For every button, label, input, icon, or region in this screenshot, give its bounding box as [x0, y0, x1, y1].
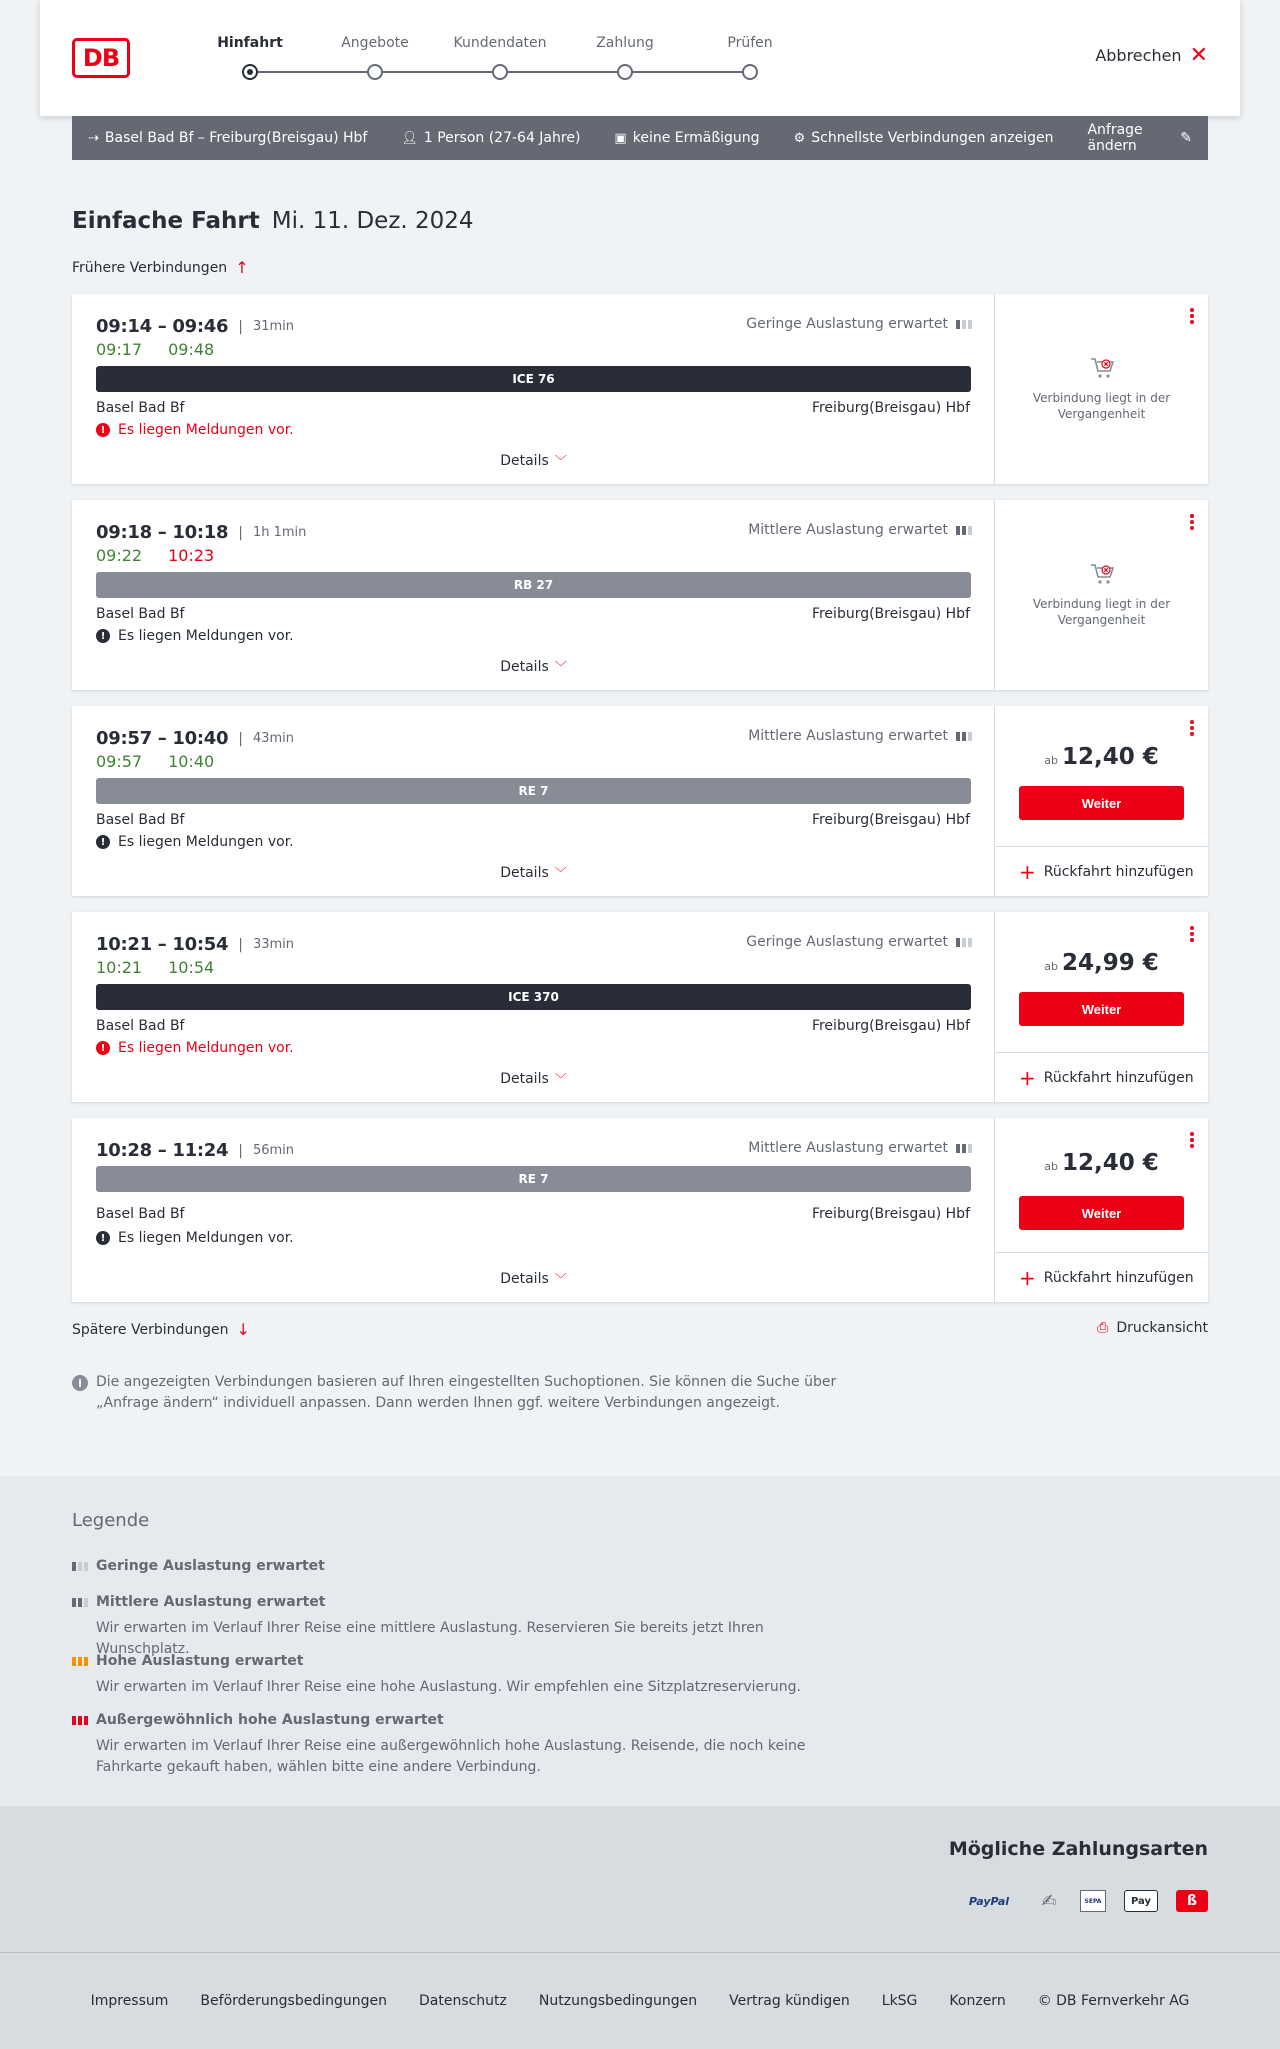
duration: 1h 1min [252, 525, 307, 540]
step-dot [617, 64, 633, 80]
destination-station: Freiburg(Breisgau) Hbf [811, 606, 970, 622]
origin-station: Basel Bad Bf [96, 400, 185, 416]
card-icon: ▣ [614, 130, 627, 146]
continue-button[interactable]: Weiter [1019, 1196, 1184, 1230]
occupancy: Mittlere Auslastung erwartet [748, 522, 972, 538]
occupancy-very-high-icon [72, 1716, 88, 1725]
message-notice[interactable]: ! Es liegen Meldungen vor. [96, 834, 294, 850]
booking-stepper: Hinfahrt Angebote Kundendaten Zahlung Prüfen [180, 0, 690, 116]
paypal-icon: PayPal [968, 1894, 1010, 1908]
alert-icon: ! [96, 1231, 110, 1245]
filter-icon: ⚙︎ [793, 130, 806, 146]
cart-unavailable-icon [1089, 356, 1115, 380]
footer-link-datenschutz[interactable]: Datenschutz [418, 1993, 507, 2009]
occupancy-high-icon [72, 1657, 88, 1666]
train-bar[interactable]: ICE 370 [96, 984, 971, 1010]
more-options-icon[interactable] [1190, 514, 1194, 530]
origin-station: Basel Bad Bf [96, 606, 185, 622]
plus-icon: + [1019, 859, 1036, 884]
duration: 43min [252, 731, 295, 746]
occupancy-low-icon [956, 320, 972, 329]
pencil-icon: ✎ [1180, 130, 1192, 146]
edit-request-button[interactable]: Anfrage ändern ✎ [1087, 122, 1192, 154]
person-icon: 👤︎ [401, 130, 418, 146]
planned-times: 10:21 – 10:54 [96, 934, 229, 955]
past-connection-notice: Verbindung liegt in der Vergangenheit [995, 562, 1208, 628]
legend-item-low: Geringe Auslastung erwartet [72, 1558, 852, 1574]
chevron-down-icon: ﹀ [554, 660, 567, 674]
planned-times: 09:14 – 09:46 [96, 316, 229, 337]
occupancy-medium-icon [956, 526, 972, 535]
step-dot [492, 64, 508, 80]
details-toggle[interactable]: Details ﹀ [500, 659, 567, 675]
footer-copyright: © DB Fernverkehr AG [1037, 1993, 1190, 2009]
occupancy-low-icon [72, 1562, 88, 1571]
legend-item-high: Hohe Auslastung erwartet Wir erwarten im Verlauf Ihrer Reise eine hohe Auslastung. Wir empfehlen eine Sitzplatzreservierung. [72, 1653, 852, 1698]
occupancy: Geringe Auslastung erwartet [746, 316, 972, 332]
train-bar[interactable]: RE 7 [96, 778, 971, 804]
db-logo[interactable]: DB [72, 38, 130, 78]
chevron-down-icon: ﹀ [554, 454, 567, 468]
message-notice[interactable]: ! Es liegen Meldungen vor. [96, 422, 294, 438]
details-toggle[interactable]: Details ﹀ [500, 453, 567, 469]
footer-link-lksg[interactable]: LkSG [881, 1993, 918, 2009]
planned-times: 09:18 – 10:18 [96, 522, 229, 543]
travel-date: Mi. 11. Dez. 2024 [271, 208, 474, 234]
occupancy: Mittlere Auslastung erwartet [748, 728, 972, 744]
connection-card [72, 912, 1208, 1102]
earlier-connections-link[interactable]: Frühere Verbindungen ↑ [72, 258, 249, 277]
occupancy-medium-icon [72, 1598, 88, 1607]
connection-details: 09:18 – 10:18 | 1h 1min 09:22 10:23 Mittlere Auslastung erwartet RB 27 Basel Bad Bf Freiburg(Breisgau) Hbf ! Es liegen Meldungen vor. Details ﹀ [72, 500, 995, 690]
header [40, 0, 1240, 116]
offer-panel [995, 706, 1208, 896]
message-notice[interactable]: ! Es liegen Meldungen vor. [96, 628, 294, 644]
footer-link-nutzungsbedingungen[interactable]: Nutzungsbedingungen [538, 1993, 698, 2009]
more-options-icon[interactable] [1190, 720, 1194, 736]
legend-item-very-high: Außergewöhnlich hohe Auslastung erwartet Wir erwarten im Verlauf Ihrer Reise eine außergewöhnlich hohe Auslastung. Reisende, die noch keine Fahrkarte gekauft haben, wählen bitte eine andere Verbindung. [72, 1712, 852, 1778]
train-bar[interactable]: RE 7 [96, 1166, 971, 1192]
connection-card [72, 294, 1208, 484]
arrow-down-icon: ↓ [236, 1320, 250, 1339]
summary-discount: ▣ keine Ermäßigung [614, 130, 760, 146]
summary-option: ⚙︎ Schnellste Verbindungen anzeigen [793, 130, 1054, 146]
add-return-trip-button[interactable]: + Rückfahrt hinzufügen [995, 1252, 1208, 1302]
direct-debit-icon: ✍ [1041, 1890, 1057, 1912]
cart-unavailable-icon [1089, 562, 1115, 586]
connection-card [72, 500, 1208, 690]
alert-icon: ! [96, 423, 110, 437]
past-connection-notice: Verbindung liegt in der Vergangenheit [995, 356, 1208, 422]
step-dot [242, 64, 258, 80]
destination-station: Freiburg(Breisgau) Hbf [811, 1018, 970, 1034]
destination-station: Freiburg(Breisgau) Hbf [811, 812, 970, 828]
occupancy: Mittlere Auslastung erwartet [748, 1140, 972, 1156]
add-return-trip-button[interactable]: + Rückfahrt hinzufügen [995, 1052, 1208, 1102]
apple-pay-icon: Pay [1124, 1890, 1158, 1912]
alert-icon: ! [96, 1041, 110, 1055]
message-notice[interactable]: ! Es liegen Meldungen vor. [96, 1040, 294, 1056]
arrow-up-icon: ↑ [235, 258, 249, 277]
message-notice[interactable]: ! Es liegen Meldungen vor. [96, 1230, 294, 1246]
details-toggle[interactable]: Details ﹀ [500, 865, 567, 881]
legend-title: Legende [72, 1510, 150, 1531]
planned-times: 10:28 – 11:24 [96, 1140, 229, 1161]
footer [0, 1952, 1280, 2049]
price: ab 12,40 € [1044, 1150, 1159, 1176]
offer-panel [995, 1118, 1208, 1302]
realtime-times: 10:21 10:54 [96, 958, 215, 977]
train-bar[interactable]: ICE 76 [96, 366, 971, 392]
realtime-times: 09:22 10:23 [96, 546, 215, 565]
price: ab 12,40 € [1044, 744, 1159, 770]
occupancy-legend [0, 1476, 1280, 1806]
alert-icon: ! [96, 629, 110, 643]
legend-item-medium: Mittlere Auslastung erwartet Wir erwarten im Verlauf Ihrer Reise eine mittlere Auslastung. Reservieren Sie bereits jetzt Ihren Wunschplatz. [72, 1594, 852, 1660]
connection-details: 09:57 – 10:40 | 43min 09:57 10:40 Mittlere Auslastung erwartet RE 7 Basel Bad Bf Freiburg(Breisgau) Hbf ! Es liegen Meldungen vor. Details ﹀ [72, 706, 995, 896]
price: ab 24,99 € [1044, 950, 1159, 976]
step-dot [367, 64, 383, 80]
chevron-down-icon: ﹀ [554, 1272, 567, 1286]
origin-station: Basel Bad Bf [96, 812, 185, 828]
db-payment-icon: ß [1176, 1890, 1208, 1912]
details-toggle[interactable]: Details ﹀ [500, 1071, 567, 1087]
alert-icon: ! [96, 835, 110, 849]
offer-panel [995, 912, 1208, 1102]
printer-icon: ⎙ [1097, 1320, 1109, 1336]
duration: 56min [252, 1143, 295, 1158]
offer-panel [995, 500, 1208, 690]
connection-details: 10:28 – 11:24 | 56min Mittlere Auslastung erwartet RE 7 Basel Bad Bf Freiburg(Breisgau) Hbf ! Es liegen Meldungen vor. Details ﹀ [72, 1118, 995, 1302]
connection-card [72, 1118, 1208, 1302]
duration: 31min [252, 319, 295, 334]
occupancy-medium-icon [956, 732, 972, 741]
origin-station: Basel Bad Bf [96, 1018, 185, 1034]
connection-card [72, 706, 1208, 896]
plus-icon: + [1019, 1065, 1036, 1090]
plus-icon: + [1019, 1265, 1036, 1290]
realtime-times: 09:17 09:48 [96, 340, 215, 359]
destination-station: Freiburg(Breisgau) Hbf [811, 1206, 970, 1222]
more-options-icon[interactable] [1190, 926, 1194, 942]
realtime-times: 09:57 10:40 [96, 752, 215, 771]
more-options-icon[interactable] [1190, 1132, 1194, 1148]
close-icon: ✕ [1189, 42, 1208, 68]
add-return-trip-button[interactable]: + Rückfahrt hinzufügen [995, 846, 1208, 896]
page-title: Einfache Fahrt Mi. 11. Dez. 2024 [72, 208, 474, 234]
later-connections-link[interactable]: Spätere Verbindungen ↓ [72, 1320, 250, 1339]
search-info-notice: i Die angezeigten Verbindungen basieren auf Ihren eingestellten Suchoptionen. Sie können die Suche über „Anfrage ändern“ individuell anpassen. Dann werden Ihnen ggf. weitere Verbindungen angezeigt. [72, 1372, 852, 1414]
connection-details: 09:14 – 09:46 | 31min 09:17 09:48 Geringe Auslastung erwartet ICE 76 Basel Bad Bf Freiburg(Breisgau) Hbf ! Es liegen Meldungen vor. Details ﹀ [72, 294, 995, 484]
chevron-down-icon: ﹀ [554, 866, 567, 880]
occupancy: Geringe Auslastung erwartet [746, 934, 972, 950]
summary-route: ⇢ Basel Bad Bf – Freiburg(Breisgau) Hbf [88, 130, 368, 146]
details-toggle[interactable]: Details ﹀ [500, 1271, 567, 1287]
sepa-icon: SEPA [1080, 1890, 1106, 1912]
step-dot [742, 64, 758, 80]
footer-link-konzern[interactable]: Konzern [949, 1993, 1006, 2009]
occupancy-medium-icon [956, 1144, 972, 1153]
train-bar[interactable]: RB 27 [96, 572, 971, 598]
more-options-icon[interactable] [1190, 308, 1194, 324]
route-arrow-icon: ⇢ [88, 130, 99, 146]
footer-link-impressum[interactable]: Impressum [90, 1993, 169, 2009]
connection-details: 10:21 – 10:54 | 33min 10:21 10:54 Geringe Auslastung erwartet ICE 370 Basel Bad Bf Freiburg(Breisgau) Hbf ! Es liegen Meldungen vor. Details ﹀ [72, 912, 995, 1102]
payment-title: Mögliche Zahlungsarten [948, 1838, 1208, 1860]
offer-panel [995, 294, 1208, 484]
destination-station: Freiburg(Breisgau) Hbf [811, 400, 970, 416]
info-icon: i [72, 1375, 88, 1391]
chevron-down-icon: ﹀ [554, 1072, 567, 1086]
payment-methods [0, 1806, 1280, 1952]
summary-travellers: 👤︎ 1 Person (27-64 Jahre) [401, 130, 581, 146]
continue-button[interactable]: Weiter [1019, 992, 1184, 1026]
search-summary-bar [72, 116, 1208, 160]
continue-button[interactable]: Weiter [1019, 786, 1184, 820]
origin-station: Basel Bad Bf [96, 1206, 185, 1222]
print-view-link[interactable]: ⎙ Druckansicht [1097, 1320, 1208, 1336]
footer-link-befoerderungsbedingungen[interactable]: Beförderungsbedingungen [200, 1993, 387, 2009]
planned-times: 09:57 – 10:40 [96, 728, 229, 749]
footer-link-vertrag-kuendigen[interactable]: Vertrag kündigen [729, 1993, 850, 2009]
duration: 33min [252, 937, 295, 952]
occupancy-low-icon [956, 938, 972, 947]
cancel-button[interactable]: Abbrechen ✕ [1095, 42, 1208, 68]
